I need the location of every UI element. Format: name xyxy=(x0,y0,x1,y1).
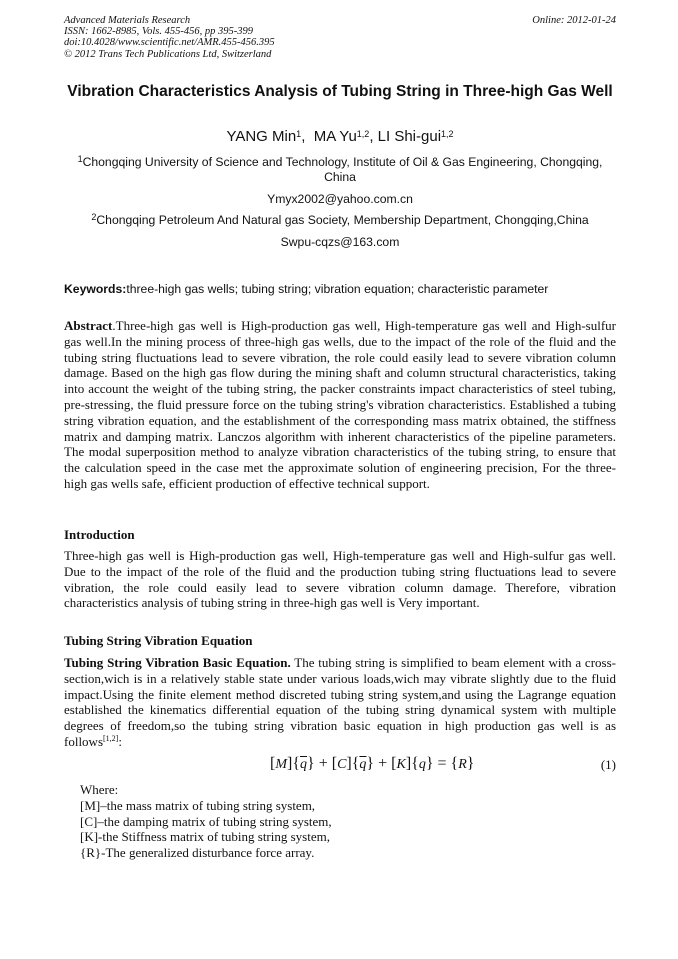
where-item: [C]–the damping matrix of tubing string system, xyxy=(80,813,332,829)
keywords-text: three-high gas wells; tubing string; vibration equation; characteristic parameter xyxy=(126,282,549,296)
eq-symbol: K xyxy=(396,757,406,772)
author-list: YANG Min$^1$, MA Yu$^{1,2}$, LI Shi-gui$^{1,2}$ xyxy=(226,128,454,145)
paper-title: Vibration Characteristics Analysis of Tubing String in Three-high Gas Well xyxy=(67,83,613,100)
equation-number: (1) xyxy=(600,757,616,772)
eq-symbol: R xyxy=(458,757,467,772)
where-item: [K]-the Stiffness matrix of tubing string system, xyxy=(80,829,330,845)
keywords xyxy=(64,282,616,297)
introduction-text: Three-high gas well is High-production gas well, High-temperature gas well and High-sulfur gas well. Due to the impact of the role of the fluid and the production tubing string fluctuations lead to severe vibration, the role could easily lead to severe vibration column damage. Therefore, vibration characteristics analysis of tubing string in three-high gas well is Very important. xyxy=(64,548,616,611)
affiliation-text: Chongqing University of Science and Technology, Institute of Oil & Gas Engineering, Chongqing, China xyxy=(82,155,603,184)
affiliation-text: Chongqing Petroleum And Natural gas Society, Membership Department, Chongqing,China xyxy=(96,213,589,227)
eq-symbol: $\overline{q}$ xyxy=(359,757,367,772)
author-name: YANG Min xyxy=(226,128,297,145)
abstract-text: .Three-high gas well is High-production gas well, High-temperature gas well and High-sulfur gas well.In the mining process of three-high gas wells, due to the impact of the role of the fluid and the tubing string fluctuations lead to severe vibration, the role could easily lead to severe vibration column damage. Based on the high gas flow during the mining shaft and column structural characteristics, taking into account the weight of the tubing string, the packer constraints impact characteristics of steel tubing, pre-stressing, the fluid pressure force on the tubing string's vibration characteristics. Established a tubing string vibration equation, and the establishment of the corresponding mass matrix obtained, the stiffness matrix and damping matrix. Lanczos algorithm with inherent characteristics of the pipeline parameters. The modal superposition method to analyze vibration characteristics of the tubing string, to ensure that the calculation speed in the case met the approximate solution of engineering precision, For the three-high gas wells safe, efficient production of effective technical support. xyxy=(64,318,616,491)
abstract-label: Abstract xyxy=(64,318,113,333)
author-name: LI Shi-gui xyxy=(377,128,442,145)
vibration-section-paragraph xyxy=(64,655,616,750)
journal-header xyxy=(64,15,616,60)
citation: [1,2] xyxy=(103,733,119,743)
doi-line: doi:10.4028/www.scientific.net/AMR.455-456.395 xyxy=(64,37,275,49)
affiliation-1 xyxy=(64,155,616,185)
email-1: Ymyx2002@yahoo.com.cn xyxy=(267,192,413,206)
journal-name: Advanced Materials Research xyxy=(64,15,191,26)
author-name: MA Yu xyxy=(313,128,357,145)
author-affil-mark: 1,2 xyxy=(356,129,370,139)
where-list xyxy=(80,782,600,861)
online-date: Online: 2012-01-24 xyxy=(532,15,616,26)
eq-symbol: q xyxy=(418,757,426,772)
abstract xyxy=(64,318,616,492)
affil-mark: 2 xyxy=(91,212,97,222)
vibration-subheading: Tubing String Vibration Basic Equation. xyxy=(64,655,291,670)
affiliation-2 xyxy=(64,213,616,228)
eq-symbol: $\overline{q}$ xyxy=(300,757,308,772)
affil-mark: 1 xyxy=(77,154,83,164)
copyright-line: © 2012 Trans Tech Publications Ltd, Switzerland xyxy=(64,48,272,60)
eq-symbol: M xyxy=(275,757,287,772)
issn-line: ISSN: 1662-8985, Vols. 455-456, pp 395-399 xyxy=(64,26,253,38)
vibration-text-end: : xyxy=(118,733,122,749)
vibration-text: The tubing string is simplified to beam element with a cross-section,wich is in a relatively stable state under various loads,wich may vibrate slightly due to the fluid impact.Using the finite element method discreted tubing string system,and using the Lagrange equation established the kinematics differential equation of the tubing string dynamical system with multiple degrees of freedom,so the tubing string vibration basic equation in high production gas well is as follows xyxy=(64,655,616,749)
email-2: Swpu-cqzs@163.com xyxy=(280,235,400,249)
equation-body: $[M]\{\overline{q}\} + [C]\{\overline{q}\} + [K]\{q\} = \{R\}$ xyxy=(270,755,475,772)
equation-1 xyxy=(64,755,616,777)
keywords-label: Keywords: xyxy=(64,282,127,296)
where-item: {R}-The generalized disturbance force array. xyxy=(80,845,315,861)
where-item: [M]–the mass matrix of tubing string system, xyxy=(80,797,316,813)
introduction-heading: Introduction xyxy=(64,527,135,542)
author-affil-mark: 1 xyxy=(296,129,302,139)
vibration-section-heading: Tubing String Vibration Equation xyxy=(64,633,253,648)
author-affil-mark: 1,2 xyxy=(441,129,454,139)
where-label: Where: xyxy=(80,782,119,797)
eq-symbol: C xyxy=(337,757,347,772)
